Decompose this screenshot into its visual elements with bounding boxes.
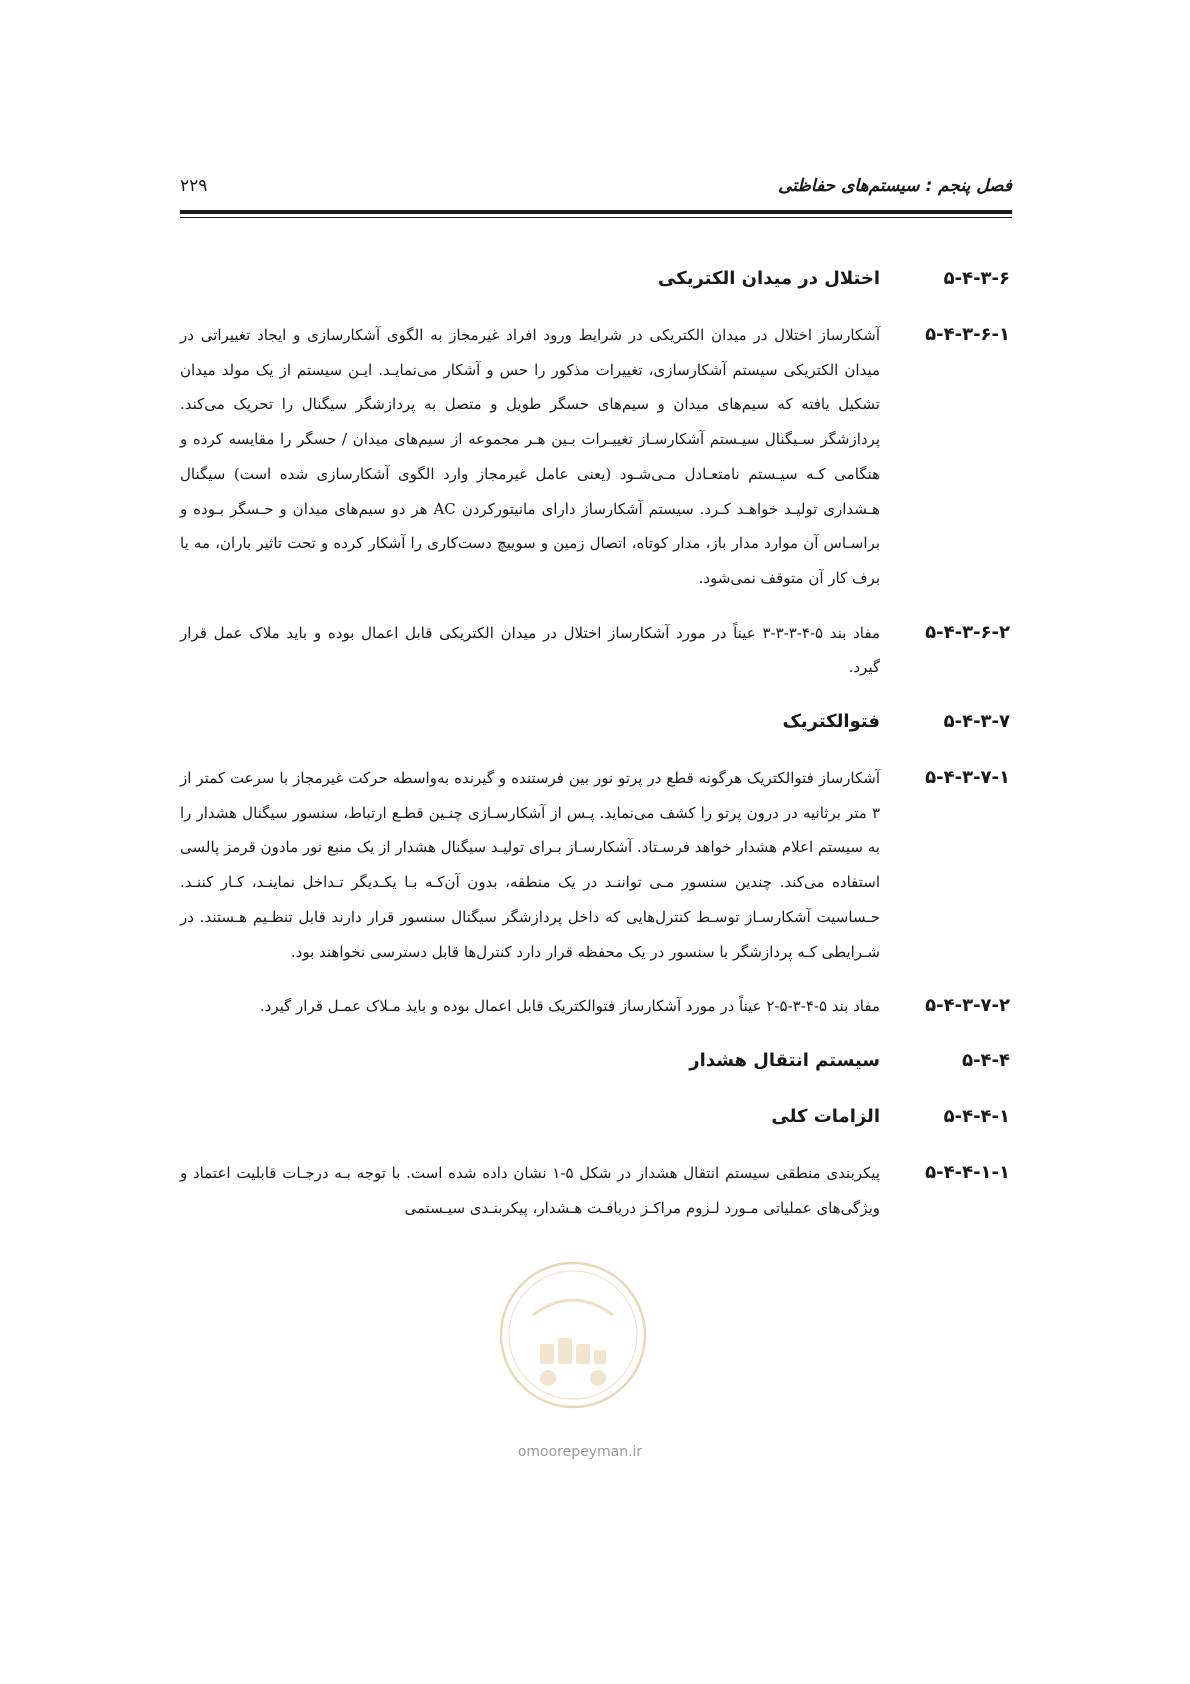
section-title: سیستم انتقال هشدار <box>689 1049 880 1071</box>
watermark-url: omoorepeyman.ir <box>517 1444 643 1460</box>
clause <box>180 318 1010 596</box>
clause <box>180 616 1010 685</box>
subsection-heading <box>180 1100 1010 1134</box>
clause-number: ۵-۴-۳-۷-۱ <box>925 767 1010 789</box>
running-header <box>180 176 1012 206</box>
section-number: ۵-۴-۴ <box>962 1049 1010 1071</box>
clause <box>180 989 1010 1024</box>
clause <box>180 761 1010 969</box>
clause-text: پیکربندی منطقی سیستم انتقال هشدار در شکل ۵-۱ نشان داده شده است. با توجه بـه درجـات قابلیت اعتماد و ویژگی‌های عملیاتی مـورد لـزوم مراکـز دریافـت هـشدار، پیکربنـدی سیـستمی <box>180 1163 881 1217</box>
clause-text: مفاد بند ۵-۴-۳-۳-۳ عیناً در مورد آشکارساز اختلال در میدان الکتریکی قابل اعمال بوده و باید ملاک عمل قرار گیرد. <box>180 623 880 677</box>
clause-text: مفاد بند ۵-۴-۳-۵-۲ عیناً در مورد آشکارساز فتوالکتریک قابل اعمال بوده و باید مـلاک عمـل قرار گیرد. <box>259 997 880 1016</box>
page-number: ۲۲۹ <box>180 176 208 196</box>
section-number: ۵-۴-۴-۱ <box>943 1105 1010 1127</box>
body-content <box>180 262 1010 1245</box>
section-heading <box>180 262 1010 296</box>
clause-number: ۵-۴-۳-۶-۱ <box>925 324 1010 345</box>
section-number: ۵-۴-۳-۶ <box>943 268 1010 289</box>
section-title: الزامات کلی <box>771 1105 880 1127</box>
clause-number: ۵-۴-۴-۱-۱ <box>925 1161 1010 1183</box>
section-number: ۵-۴-۳-۷ <box>943 711 1010 733</box>
chapter-title: فصل پنجم : سیستم‌های حفاظتی <box>778 176 1012 196</box>
clause-number: ۵-۴-۳-۶-۲ <box>925 621 1010 643</box>
clause-text: آشکارساز اختلال در میدان الکتریکی در شرایط ورود افراد غیرمجاز به الگوی آشکارسازی و ایجاد تغییراتی در میدان الکتریکی سیستم آشکارسازی، تغییرات مذکور را حس و آشکار می‌نمایـد. ایـن سیستم از یک مولد میدان تشکیل یافته که سیم‌های میدان و سیم‌های حسگر طویل و متصل به پردازشگر سیگنال را تحریک می‌کند. پردازشگر سـیگنال سیـستم آشکارسـاز تغییـرات بـین هـر مجموعه از سیم‌های میدان / حسگر را مقایسه کرده و هنگامی کـه سیـستم نامتعـادل مـی‌شـود (یعنی عامل غیرمجاز وارد الگوی آشکارسازی شده است) سیگنال هـشداری تولیـد خواهـد کـرد. سیستم آشکارساز دارای مانیتورکردن AC هر دو سیم‌های میدان و حـسگر بـوده و براسـاس آن موارد مدار باز، مدار کوتاه، اتصال زمین و سوییچ دست‌کاری را آشکار کرده و تحت تاثیر باران، مه یا برف کار آن متوقف نمی‌شود. <box>180 326 880 587</box>
watermark-logo-icon <box>498 1260 648 1410</box>
header-rule-thin <box>180 217 1012 218</box>
section-title: فتوالکتریک <box>782 711 880 733</box>
clause <box>180 1156 1010 1225</box>
header-rule <box>180 210 1012 214</box>
section-title: اختلال در میدان الکتریکی <box>658 268 880 289</box>
clause-text: آشکارساز فتوالکتریک هرگونه قطع در پرتو نور بین فرستنده و گیرنده به‌واسطه حرکت غیرمجاز با سرعت کمتر از ۳ متر برثانیه در درون پرتو را کشف می‌نماید. پـس از آشکارسـازی چنـین قطـع ارتباط، سنسور سیگنال هشدار را به سیستم اعلام هشدار خواهد فرسـتاد. آشکارسـاز بـرای تولیـد سیگنال هشدار از یک منبع نور مادون قرمز پالسی استفاده می‌کند. چندین سنسور مـی تواننـد در یک منطقه، بدون آن‌کـه بـا یکـدیگر تـداخل نماینـد، کـار کننـد. حـساسیت آشکارسـاز توسـط کنترل‌هایی که داخل پردازشگر سیگنال سنسور قرار دارند قابل تنظـیم هـستند. در شـرایطی کـه پردازشگر با سنسور در یک محفظه قرار دارد کنترل‌ها قابل دسترسی نخواهند بود. <box>180 769 880 961</box>
clause-number: ۵-۴-۳-۷-۲ <box>925 995 1010 1017</box>
section-heading <box>180 705 1010 739</box>
section-heading <box>180 1044 1010 1078</box>
